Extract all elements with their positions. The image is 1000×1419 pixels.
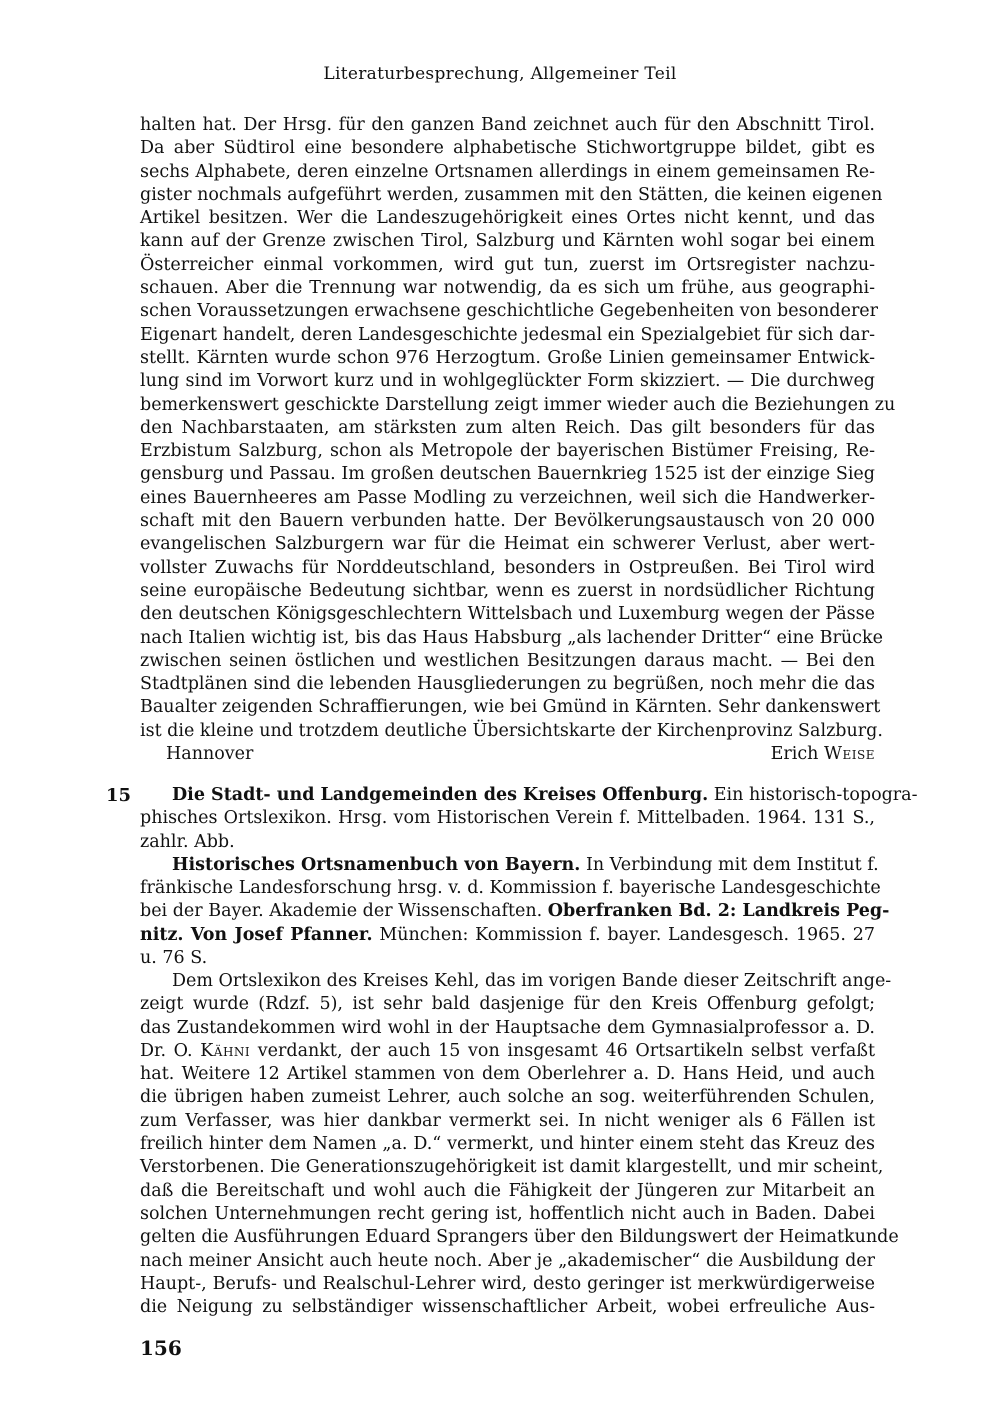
work-2-title: Historisches Ortsnamenbuch von Bayern.	[172, 854, 581, 875]
work-2-line-1: Historisches Ortsnamenbuch von Bayern. In Verbindung mit dem Institut f.	[172, 854, 879, 875]
review-2-line-3: das Zustandekommen wird wohl in der Hauptsache dem Gymnasialprofessor a. D.	[140, 1017, 875, 1038]
review2-rest-line: solchen Unternehmungen recht gering ist, hoffentlich nicht auch in Baden. Dabei	[140, 1203, 875, 1224]
author-name: Kähni	[200, 1040, 251, 1061]
review1-line: eines Bauernheeres am Passe Modling zu verzeichnen, weil sich die Handwerker-	[140, 487, 875, 508]
review2-rest-line: zum Verfasser, was hier dankbar vermerkt sei. In nicht weniger als 6 Fällen ist	[140, 1110, 875, 1131]
review-1-body	[140, 114, 896, 743]
review1-line: sechs Alphabete, deren einzelne Ortsnamen allerdings in einem gemeinsamen Re-	[140, 161, 875, 182]
review2-rest-line: gelten die Ausführungen Eduard Sprangers über den Bildungswert der Heimatkunde	[140, 1227, 899, 1248]
review2-rest-line: hat. Weitere 12 Artikel stammen von dem Oberlehrer a. D. Hans Heid, und auch	[140, 1064, 875, 1085]
entry-number: 15	[106, 785, 132, 806]
work-1-title: Die Stadt- und Landgemeinden des Kreises Offenburg.	[172, 785, 709, 805]
review-2-line-2: zeigt wurde (Rdzf. 5), ist sehr bald dasjenige für den Kreis Offenburg gefolgt;	[140, 994, 875, 1015]
review-2-body	[140, 970, 899, 1319]
page-number: 156	[140, 1336, 182, 1360]
review1-line: Eigenart handelt, deren Landesgeschichte jedesmal ein Spezialgebiet für sich dar-	[140, 324, 875, 345]
review1-line: bemerkenswert geschickte Darstellung zeigt immer wieder auch die Beziehungen zu	[140, 394, 896, 415]
work-1-line-2: phisches Ortslexikon. Hrsg. vom Historischen Verein f. Mittelbaden. 1964. 131 S.,	[140, 808, 875, 829]
entry-bibliography	[140, 784, 918, 970]
review1-line: Baualter zeigenden Schraffierungen, wie bei Gmünd in Kärnten. Sehr dankenswert	[140, 697, 881, 718]
work-1-line-3: zahlr. Abb.	[140, 831, 235, 852]
work-2-line-5: u. 76 S.	[140, 948, 208, 969]
review1-line: den Nachbarstaaten, am stärksten zum alten Reich. Das gilt besonders für das	[140, 417, 875, 438]
review-1-reviewer: Erich Weise	[770, 744, 875, 764]
work-2-line-4: nitz. Von Josef Pfanner. München: Kommission f. bayer. Landesgesch. 1965. 27	[140, 924, 875, 945]
review2-rest-line: daß die Bereitschaft und wohl auch die Fähigkeit der Jüngeren zur Mitarbeit an	[140, 1180, 875, 1201]
review1-line: Erzbistum Salzburg, schon als Metropole der bayerischen Bistümer Freising, Re-	[140, 441, 875, 462]
work-2-line-3: bei der Bayer. Akademie der Wissenschaften. Oberfranken Bd. 2: Landkreis Peg-	[140, 901, 890, 922]
review-2-line-1: Dem Ortslexikon des Kreises Kehl, das im vorigen Bande dieser Zeitschrift ange-	[172, 971, 892, 991]
review2-rest-line: die Neigung zu selbständiger wissenschaftlicher Arbeit, wobei erfreuliche Aus-	[140, 1297, 875, 1318]
review1-line: schaft mit den Bauern verbunden hatte. Der Bevölkerungsaustausch von 20 000	[140, 511, 875, 532]
review1-line: halten hat. Der Hrsg. für den ganzen Band zeichnet auch für den Abschnitt Tirol.	[140, 115, 875, 135]
review2-rest-line: Haupt-, Berufs- und Realschul-Lehrer wird, desto geringer ist merkwürdigerweise	[140, 1273, 875, 1294]
review1-line: stellt. Kärnten wurde schon 976 Herzogtum. Große Linien gemeinsamer Entwick-	[140, 347, 875, 368]
review1-line: Da aber Südtirol eine besondere alphabetische Stichwortgruppe bildet, gibt es	[140, 138, 875, 159]
review1-line: zwischen seinen östlichen und westlichen Besitzungen daraus macht. — Bei den	[140, 650, 875, 671]
review1-line: schauen. Aber die Trennung war notwendig, da es sich um frühe, aus geographi-	[140, 278, 875, 299]
review1-line: seine europäische Bedeutung sichtbar, wenn es zuerst in nordsüdlicher Richtung	[140, 580, 875, 601]
review1-line: Stadtplänen sind die lebenden Hausgliederungen zu begrüßen, noch mehr die das	[140, 674, 875, 695]
review2-rest-line: nach meiner Ansicht auch heute noch. Aber je „akademischer“ die Ausbildung der	[140, 1250, 875, 1271]
review1-line: schen Voraussetzungen erwachsene geschichtliche Gegebenheiten von besonderer	[140, 301, 879, 322]
review-1-signature	[140, 743, 875, 766]
review1-line: evangelischen Salzburgern war für die Heimat ein schwerer Verlust, aber wert-	[140, 534, 875, 555]
review1-line: kann auf der Grenze zwischen Tirol, Salzburg und Kärnten wohl sogar bei einem	[140, 231, 875, 252]
review2-rest-line: freilich hinter dem Namen „a. D.“ vermerkt, und hinter einem steht das Kreuz des	[140, 1134, 875, 1155]
work-2-subtitle: Oberfranken Bd. 2: Landkreis Peg-	[547, 901, 890, 922]
work-1-line-1: Die Stadt- und Landgemeinden des Kreises Offenburg. Ein historisch-topogra-	[172, 785, 918, 805]
review-2-continuation	[140, 1063, 899, 1319]
review1-line: Österreicher einmal vorkommen, wird gut tun, zuerst im Ortsregister nachzu-	[140, 254, 875, 275]
review1-line: gensburg und Passau. Im großen deutschen Bauernkrieg 1525 ist der einzige Sieg	[140, 464, 875, 485]
review2-rest-line: Verstorbenen. Die Generationszugehörigkeit ist damit klargestellt, und mir scheint,	[140, 1157, 884, 1178]
review1-line: nach Italien wichtig ist, bis das Haus Habsburg „als lachender Dritter“ eine Brücke	[140, 627, 883, 648]
review1-line: gister nochmals aufgeführt werden, zusammen mit den Stätten, die keinen eigenen	[140, 184, 883, 205]
review-1-place: Hannover	[166, 744, 254, 764]
review1-line: den deutschen Königsgeschlechtern Wittelsbach und Luxemburg wegen der Pässe	[140, 604, 875, 625]
work-2-line-2: fränkische Landesforschung hrsg. v. d. Kommission f. bayerische Landesgeschichte	[140, 878, 881, 899]
review1-line: Artikel besitzen. Wer die Landeszugehörigkeit eines Ortes nicht kennt, und das	[140, 208, 875, 229]
review-2-line-4: Dr. O. Kähni verdankt, der auch 15 von insgesamt 46 Ortsartikeln selbst verfaßt	[140, 1040, 876, 1061]
review1-line: lung sind im Vorwort kurz und in wohlgeglückter Form skizziert. — Die durchweg	[140, 371, 875, 392]
review2-rest-line: die übrigen haben zumeist Lehrer, auch solche an sog. weiterführenden Schulen,	[140, 1087, 875, 1108]
review1-line: ist die kleine und trotzdem deutliche Übersichtskarte der Kirchenprovinz Salzburg.	[140, 720, 883, 741]
review1-line: vollster Zuwachs für Norddeutschland, besonders in Ostpreußen. Bei Tirol wird	[140, 557, 875, 578]
running-head: Literaturbesprechung, Allgemeiner Teil	[323, 64, 677, 84]
work-2-author: nitz. Von Josef Pfanner.	[140, 924, 373, 945]
